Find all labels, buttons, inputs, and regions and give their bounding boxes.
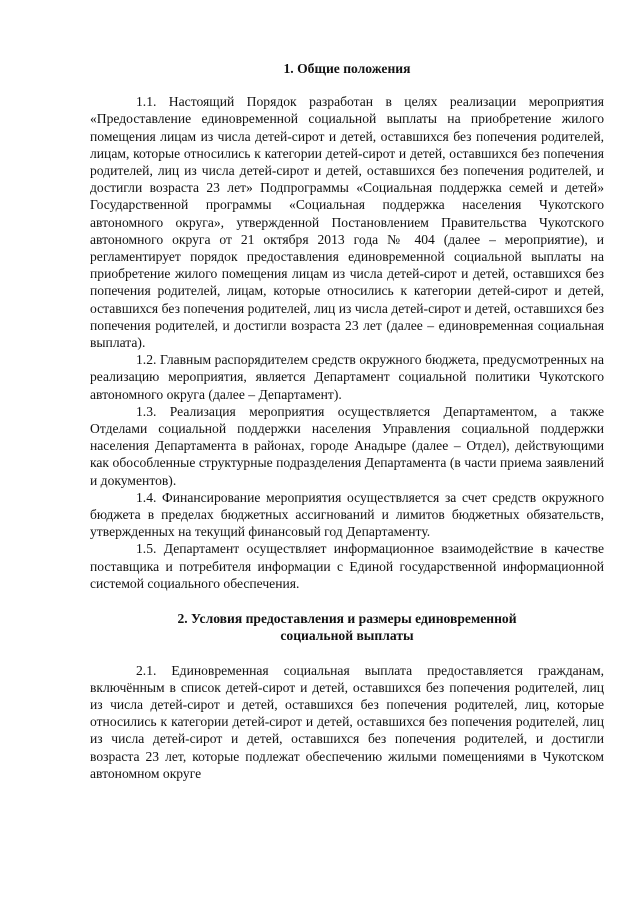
paragraph-1-3: 1.3. Реализация мероприятия осуществляется Департаментом, а также Отделами социальной поддержки населения Управления социальной поддержки населения Департамента в районах, городе Анадыре (далее – Отдел), действующими как обособленные структурные подразделения Департамента (в части приема заявлений и документов).	[90, 403, 604, 488]
paragraph-2-1: 2.1. Единовременная социальная выплата предоставляется гражданам, включённым в список детей-сирот и детей, оставшихся без попечения родителей, лиц из числа детей-сирот и детей, оставшихся без попечения родителей, лиц, которые относились к категории детей-сирот и детей, оставшихся без попечения родителей, лиц из числа детей-сирот и детей, оставшихся без попечения родителей, и достигли возраста 23 лет, которые подлежат обеспечению жилыми помещениями в Чукотском автономном округе	[90, 662, 604, 781]
section-1-title: 1. Общие положения	[283, 61, 411, 76]
paragraph-1-2: 1.2. Главным распорядителем средств окружного бюджета, предусмотренных на реализацию мероприятия, является Департамент социальной политики Чукотского автономного округа (далее – Департамент).	[90, 352, 604, 402]
section-2-title	[90, 610, 604, 644]
paragraph-1-1: 1.1. Настоящий Порядок разработан в целях реализации мероприятия «Предоставление единовременной социальной выплаты на приобретение жилого помещения лицам из числа детей-сирот и детей, оставшихся без попечения родителей, лицам, которые относились к категории детей-сирот и детей, оставшихся без попечения родителей, лиц из числа детей-сирот и детей, оставшихся без попечения родителей, и достигли возраста 23 лет» Подпрограммы «Социальная поддержка семей и детей» Государственной программы «Социальная поддержка населения Чукотского автономного округа», утвержденной Постановлением Правительства Чукотского автономного округа от 21 октября 2013 года № 404 (далее – мероприятие), и регламентирует порядок предоставления единовременной социальной выплаты на приобретение жилого помещения лицам из числа детей-сирот и детей, оставшихся без попечения родителей, лицам, которые относились к категории детей-сирот и детей, оставшихся без попечения родителей, лиц из числа детей-сирот и детей, оставшихся без попечения родителей, и достигли возраста 23 лет (далее – единовременная социальная выплата).	[90, 94, 604, 351]
section-2-title-line-2: социальной выплаты	[280, 628, 414, 644]
paragraph-1-5: 1.5. Департамент осуществляет информационное взаимодействие в качестве поставщика и потребителя информации с Единой государственной информационной системой социального обеспечения.	[90, 541, 604, 591]
section-2-title-line-1: 2. Условия предоставления и размеры единовременной	[177, 611, 517, 627]
paragraph-1-4: 1.4. Финансирование мероприятия осуществляется за счет средств окружного бюджета в пределах бюджетных ассигнований и лимитов бюджетных обязательств, утвержденных на текущий финансовый год Департаменту.	[90, 489, 604, 540]
